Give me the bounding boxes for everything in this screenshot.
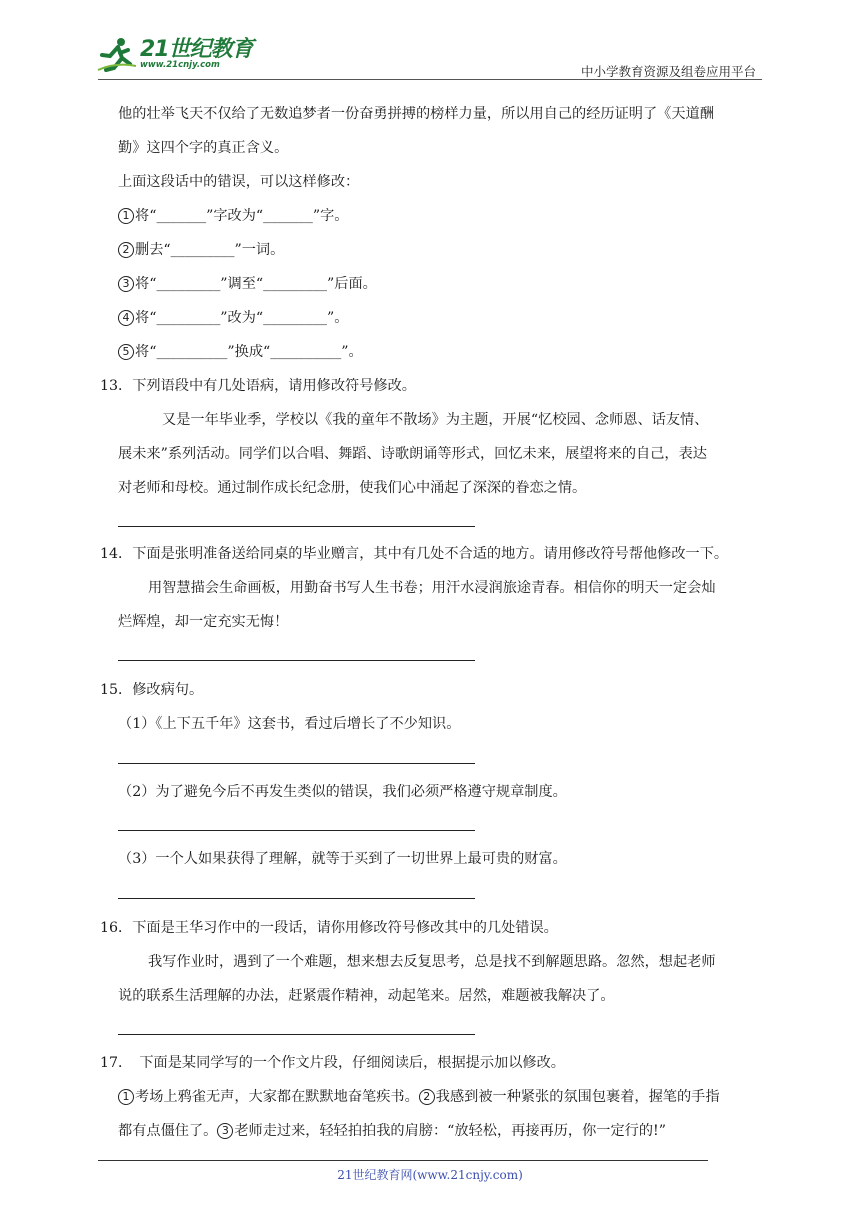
instruction-line: 上面这段话中的错误，可以这样修改： [118,174,360,190]
question-15-title: 15．修改病句。 [100,682,204,698]
header-divider [98,79,762,80]
answer-line[interactable] [118,763,475,764]
circled-number: 5 [118,344,134,360]
fix-item-2 [118,240,284,260]
fix-item-4 [118,308,348,328]
paragraph-line: 他的壮举飞天不仅给了无数追梦者一份奋勇拼搏的榜样力量，所以用自己的经历证明了《天道酬 [118,106,714,122]
paragraph-line: 勤》这四个字的真正含义。 [118,140,289,156]
sentence-text: 我感到被一种紧张的氛围包裹着，握笔的手指 [435,1089,720,1105]
circled-number: 1 [118,1089,134,1105]
question-13-line: 对老师和母校。通过制作成长纪念册，使我们心中涌起了深深的眷恋之情。 [118,480,587,496]
fix-item-5 [118,342,363,362]
answer-line[interactable] [118,660,475,661]
fix-text: 删去“_________”一词。 [135,242,285,258]
question-16-line: 说的联系生活理解的办法，赶紧震作精神，动起笔来。居然，难题被我解决了。 [118,988,615,1004]
footer-divider [98,1160,708,1161]
question-17-title: 17． 下面是某同学写的一个作文片段，仔细阅读后，根据提示加以修改。 [100,1055,565,1071]
circled-number: 3 [118,276,134,292]
circled-number: 2 [118,242,134,258]
fix-text: 将“_________”改为“_________”。 [135,310,349,326]
fix-item-3 [118,274,377,294]
fix-text: 将“_________”调至“_________”后面。 [135,276,377,292]
platform-name: 中小学教育资源及组卷应用平台 [580,64,756,79]
question-15-sentence-2: （2）为了避免今后不再发生类似的错误，我们必须严格遵守规章制度。 [118,784,567,800]
page-header [0,0,860,82]
question-17-line [118,1087,720,1107]
question-16-title: 16．下面是王华习作中的一段话，请你用修改符号修改其中的几处错误。 [100,920,558,936]
logo-text: 21世纪教育 [140,37,253,62]
circled-number: 4 [118,310,134,326]
sentence-text: 考场上鸦雀无声，大家都在默默地奋笔疾书。 [135,1089,419,1105]
question-14-title: 14．下面是张明准备送给同桌的毕业赠言，其中有几处不合适的地方。请用修改符号帮他修改一下。 [100,546,729,562]
answer-line[interactable] [118,898,475,899]
answer-line[interactable] [118,526,475,527]
sentence-text: 都有点僵住了。 [118,1123,218,1139]
answer-line[interactable] [118,830,475,831]
circled-number: 2 [419,1089,435,1105]
fix-text: 将“_______”字改为“_______”字。 [135,208,349,224]
circled-number: 3 [217,1123,233,1139]
footer-link[interactable]: 21世纪教育网(www.21cnjy.com) [337,1168,523,1182]
fix-text: 将“__________”换成“__________”。 [135,344,363,360]
logo [96,30,266,76]
question-14-line: 烂辉煌，却一定充实无悔！ [118,614,289,630]
question-13-title: 13．下列语段中有几处语病，请用修改符号修改。 [100,378,416,394]
answer-line[interactable] [118,1034,475,1035]
question-15-sentence-3: （3）一个人如果获得了理解，就等于买到了一切世界上最可贵的财富。 [118,851,567,867]
question-15-sentence-1: （1）《上下五千年》这套书，看过后增长了不少知识。 [118,716,461,732]
logo-url: www.21cnjy.com [140,60,220,70]
question-17-line [118,1121,666,1141]
circled-number: 1 [118,208,134,224]
question-13-line: 展未来”系列活动。同学们以合唱、舞蹈、诗歌朗诵等形式，回忆未来，展望将来的自己，表达 [118,446,707,462]
sentence-text: 老师走过来，轻轻拍拍我的肩膀：“放轻松，再接再历，你一定行的!” [234,1123,666,1139]
question-14-line: 用智慧描会生命画板，用勤奋书写人生书卷；用汗水浸润旅途青春。相信你的明天一定会灿 [148,580,716,596]
fix-item-1 [118,206,348,226]
runner-logo-icon [96,36,138,74]
question-13-line: 又是一年毕业季，学校以《我的童年不散场》为主题，开展“忆校园、念师恩、话友情、 [162,412,709,428]
question-16-line: 我写作业时，遇到了一个难题，想来想去反复思考，总是找不到解题思路。忽然，想起老师 [148,954,716,970]
